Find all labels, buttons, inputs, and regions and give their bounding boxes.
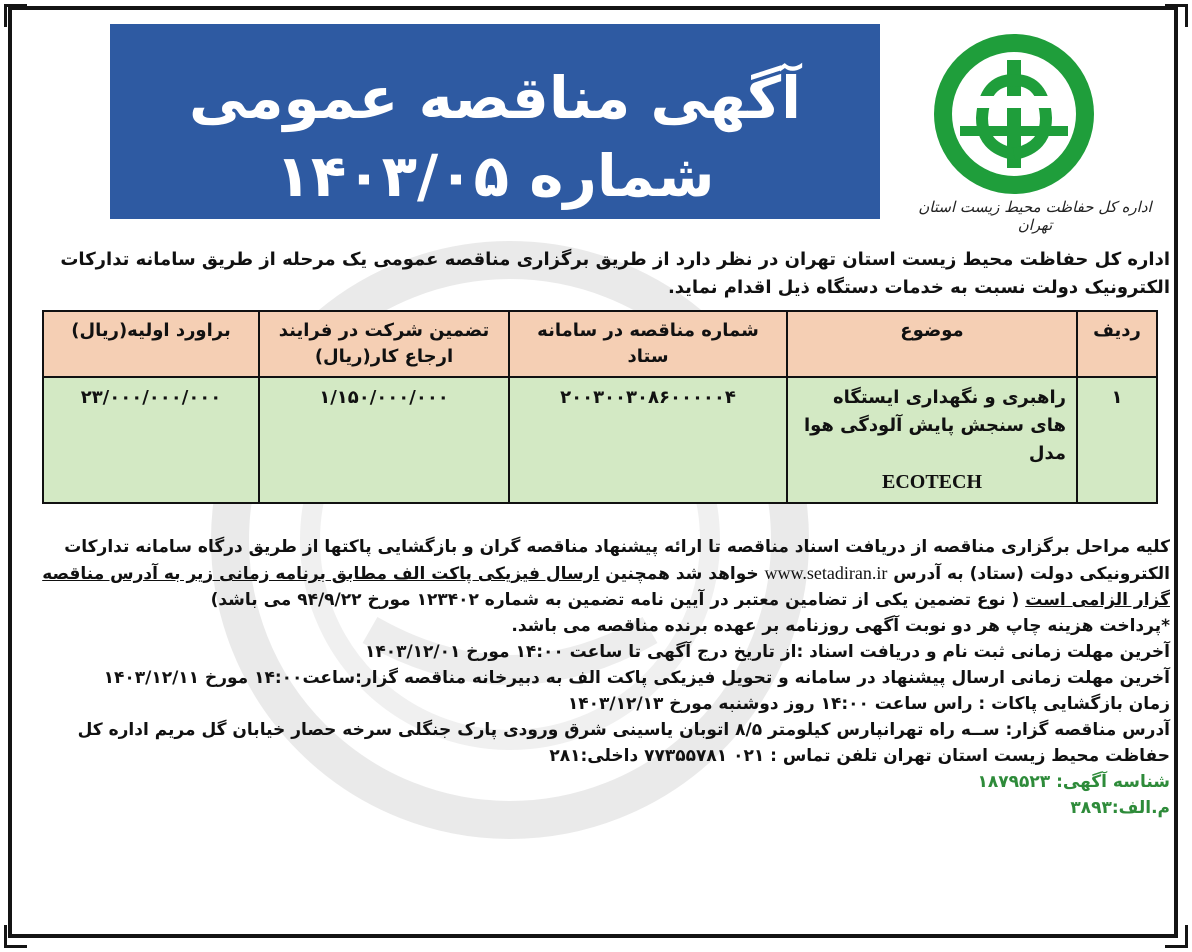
tender-table — [42, 310, 1158, 504]
ad-code: م.الف:۳۸۹۳ — [1070, 798, 1170, 818]
title-banner — [110, 24, 880, 219]
table-row — [43, 377, 1157, 503]
subject-model: ECOTECH — [881, 471, 983, 493]
guarantee-note: ( نوع تضمین یکی از تضامین معتبر در آیین نامه تضمین به شماره ۱۲۳۴۰۲ مورخ ۹۴/۹/۲۲ می باشد) — [210, 590, 1020, 610]
intro-paragraph: اداره کل حفاظت محیط زیست استان تهران در نظر دارد از طریق برگزاری مناقصه عمومی یک مرحله از طریق سامانه تدارکات الکترونیک دولت نسبت به خدمات دستگاه ذیل اقدام نماید. — [60, 249, 1170, 298]
procedure-paragraph — [30, 534, 1170, 613]
website-link[interactable]: www.setadiran.ir — [764, 563, 888, 583]
environment-logo-icon — [930, 30, 1098, 198]
opening-time: زمان بازگشایی پاکات : راس ساعت ۱۴:۰۰ روز دوشنبه مورخ ۱۴۰۳/۱۲/۱۳ — [567, 694, 1170, 714]
col-subject: موضوع — [787, 311, 1077, 377]
procedure-text: کلیه مراحل برگزاری مناقصه از دریافت اسناد مناقصه تا ارائه پیشنهاد مناقصه گران و بازگشایی پاکتها از طریق درگاه سامانه تدارکات الکترونیکی دولت (ستاد) به آدرس — [64, 537, 1170, 584]
organization-caption: اداره کل حفاظت محیط زیست استان تهران — [918, 198, 1152, 234]
ad-id: شناسه آگهی: ۱۸۷۹۵۲۳ — [977, 772, 1170, 792]
corner-ornament — [4, 4, 27, 27]
corner-ornament — [4, 925, 27, 948]
cell-row: ۱ — [1077, 377, 1157, 503]
cell-estimate: ۲۳/۰۰۰/۰۰۰/۰۰۰ — [43, 377, 259, 503]
procedure-text-mid: خواهد شد همچنین — [605, 564, 759, 584]
col-guarantee: تضمین شرکت در فرایند ارجاع کار(ریال) — [259, 311, 509, 377]
cell-subject — [787, 377, 1077, 503]
cost-note: *پرداخت هزینه چاپ هر دو نوبت آگهی روزنامه بر عهده برنده مناقصه می باشد. — [511, 616, 1170, 636]
subject-text: راهبری و نگهداری ایستگاه های سنجش پایش آلودگی هوا مدل — [803, 387, 1066, 464]
cell-guarantee: ۱/۱۵۰/۰۰۰/۰۰۰ — [259, 377, 509, 503]
col-tender-number: شماره مناقصه در سامانه ستاد — [509, 311, 787, 377]
tender-details — [30, 534, 1170, 821]
address-contact: آدرس مناقصه گزار: ســه راه تهرانپارس کیلومتر ۸/۵ اتوبان یاسینی شرق ورودی پارک جنگلی سرخه حصار خیابان گل مریم اداره کل حفاظت محیط زیست استان تهران تلفن تماس : ۰۲۱ ۷۷۳۵۵۷۸۱ داخلی:۲۸۱ — [77, 720, 1170, 766]
corner-ornament — [1165, 4, 1188, 27]
registration-deadline: آخرین مهلت زمانی ثبت نام و دریافت اسناد :از تاریخ درج آگهی تا ساعت ۱۴:۰۰ مورخ ۱۴۰۳/۱۲/۰۱ — [364, 642, 1170, 662]
physical-delivery-notice: ارسال فیزیکی پاکت الف مطابق برنامه زمانی زیر به آدرس مناقصه گزار الزامی است — [42, 564, 1170, 610]
col-row: ردیف — [1077, 311, 1157, 377]
page-title: آگهی مناقصه عمومی — [188, 64, 802, 132]
corner-ornament — [1165, 925, 1188, 948]
submission-deadline: آخرین مهلت زمانی ارسال پیشنهاد در سامانه و تحویل فیزیکی پاکت الف به دبیرخانه مناقصه گزار:ساعت۱۴:۰۰ مورخ ۱۴۰۳/۱۲/۱۱ — [103, 668, 1170, 688]
tender-number: شماره ۱۴۰۳/۰۵ — [275, 142, 715, 210]
cell-tender-number: ۲۰۰۳۰۰۳۰۸۶۰۰۰۰۰۴ — [509, 377, 787, 503]
table-header-row — [43, 311, 1157, 377]
col-estimate: براورد اولیه(ریال) — [43, 311, 259, 377]
